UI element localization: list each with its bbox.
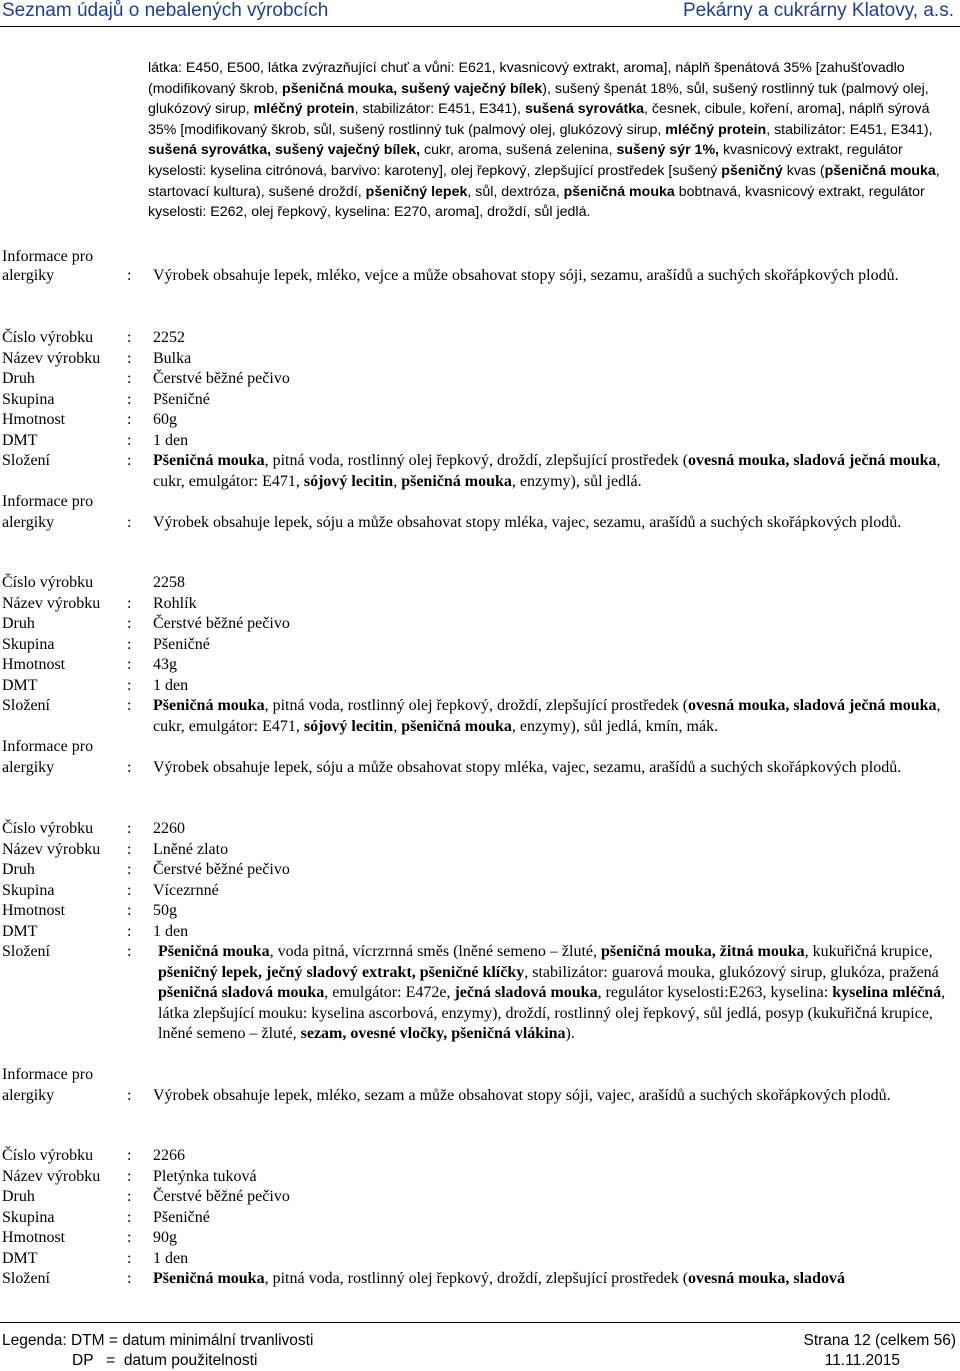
field-label: Skupina (2, 1208, 55, 1226)
product-hmotnost: 50g (153, 902, 177, 919)
field-colon: : (127, 943, 132, 960)
product-skupina: Pšeničné (153, 635, 210, 653)
field-colon: : (127, 1147, 132, 1164)
field-colon: : (127, 1270, 132, 1287)
product-composition: Pšeničná mouka, pitná voda, rostlinný olej řepkový, droždí, zlepšující prostředek (ovesná mouka, sladová ječná mouka, cukr, emulgátor: E471, sójový lecitin, pšeničná mouka, enzymy), sůl jedlá, kmín, mák. (153, 697, 941, 735)
product-nazev: Bulka (153, 349, 192, 367)
page-number: Strana 12 (celkem 56) (803, 1332, 956, 1349)
field-colon: : (127, 615, 132, 632)
product-allergy: Výrobek obsahuje lepek, mléko, sezam a může obsahovat stopy sóji, vajec, arašídů a suchých skořápkových plodů. (153, 1086, 891, 1104)
product-hmotnost: 90g (153, 1229, 177, 1246)
field-label: DMT (2, 1249, 38, 1267)
field-label: Název výrobku (2, 1167, 101, 1185)
field-label: Název výrobku (2, 840, 101, 858)
company-name: Pekárny a cukrárny Klatovy, a.s. (682, 0, 954, 21)
field-label: Hmotnost (2, 656, 66, 673)
field-label: Složení (2, 1270, 50, 1287)
field-colon: : (127, 431, 132, 449)
field-colon: : (127, 820, 132, 837)
product-allergy: Výrobek obsahuje lepek, sóju a může obsahovat stopy mléka, vajec, sezamu, arašídů a suchých skořápkových plodů. (153, 758, 902, 776)
product-composition: Pšeničná mouka, voda pitná, vícrzrnná směs (lněné semeno – žluté, pšeničná mouka, žitná mouka, kukuřičná krupice, pšeničný lepek, ječný sladový extrakt, pšeničné klíčky, stabilizátor: guarová mouka, glukózový sirup, glukóza, pražená pšeničná sladová mouka, emulgátor: E472e, ječná sladová mouka, regulátor kyselosti:E263, kyselina: kyselina mléčná, látka zlepšující mouku: kyselina ascorbová, enzymy), droždí, rostlinný olej řepkový, sůl jedlá, posyp (kukuřičná krupice, lněné semeno – žluté, sezam, ovesné vločky, pšeničná vlákina). (158, 943, 946, 1042)
field-colon: : (127, 656, 132, 673)
product-nazev: Pletýnka tuková (153, 1167, 257, 1185)
field-colon: : (127, 329, 132, 346)
field-colon: : (127, 697, 132, 714)
field-label: Složení (2, 943, 50, 960)
product-druh: Čerstvé běžné pečivo (153, 370, 290, 387)
field-colon: : (127, 452, 132, 469)
continued-composition: látka: E450, E500, látka zvýrazňující chuť a vůni: E621, kvasnicový extrakt, aroma], náplň špenátová 35% [zahušťovadlo (modifikovaný škrob, pšeničná mouka, sušený vaječný bílek), sušený špenát 18%, sůl, sušený rostlinný tuk (palmový olej, glukózový sirup, mléčný protein, stabilizátor: E451, E341), sušená syrovátka, česnek, cibule, koření, aroma], náplň sýrová 35% [modifikovaný škrob, sůl, sušený rostlinný tuk (palmový olej, glukózový sirup, mléčný protein, stabilizátor: E451, E341), sušená syrovátka, sušený vaječný bílek, cukr, aroma, sušená zelenina, sušený sýr 1%, kvasnicový extrakt, regulátor kyselosti: kyselina citrónová, barvivo: karoteny], olej řepkový, zlepšující prostředek [sušený pšeničný kvas (pšeničná mouka, startovací kultura), sušené droždí, pšeničný lepek, sůl, dextróza, pšeničná mouka bobtnavá, kvasnicový extrakt, regulátor kyselosti: E262, olej řepkový, kyselina: E270, aroma], droždí, sůl jedlá. (148, 60, 940, 221)
document-date: 11.11.2015 (824, 1352, 900, 1369)
page-footer (0, 1322, 960, 1371)
field-label: Název výrobku (2, 349, 101, 367)
legend-dp: DP = datum použitelnosti (72, 1352, 258, 1369)
product-dmt: 1 den (153, 1249, 189, 1267)
field-colon: : (127, 635, 132, 653)
field-colon: : (127, 1167, 132, 1185)
field-colon: : (127, 1208, 132, 1226)
product-druh: Čerstvé běžné pečivo (153, 615, 290, 632)
field-colon: : (127, 1188, 132, 1205)
field-colon: : (127, 349, 132, 367)
field-colon: : (127, 840, 132, 858)
field-label: Druh (2, 861, 35, 878)
continued-allergy-text: Výrobek obsahuje lepek, mléko, vejce a může obsahovat stopy sóji, sezamu, arašídů a suchých skořápkových plodů. (153, 267, 899, 284)
product-dmt: 1 den (153, 922, 189, 940)
field-label: Skupina (2, 881, 55, 899)
product-druh: Čerstvé běžné pečivo (153, 1188, 290, 1205)
product-cislo: 2260 (153, 820, 185, 837)
legend-dmt: Legenda: DTM = datum minimální trvanlivosti (2, 1332, 314, 1349)
field-label: Číslo výrobku (2, 820, 94, 837)
field-label: DMT (2, 922, 38, 940)
field-label: Číslo výrobku (2, 329, 94, 346)
field-label: Hmotnost (2, 1229, 66, 1246)
field-colon: : (127, 861, 132, 878)
field-label: DMT (2, 431, 38, 449)
field-label: Hmotnost (2, 411, 66, 428)
product-cislo: 2258 (153, 574, 185, 591)
field-colon: : (127, 1249, 132, 1267)
product-cislo: 2252 (153, 329, 185, 346)
field-label: Druh (2, 615, 35, 632)
document-title: Seznam údajů o nebalených výrobcích (2, 0, 329, 21)
field-label: Název výrobku (2, 594, 101, 612)
field-colon: : (127, 676, 132, 694)
field-label: DMT (2, 676, 38, 694)
product-skupina: Pšeničné (153, 390, 210, 408)
field-colon: : (127, 922, 132, 940)
field-label: Skupina (2, 390, 55, 408)
product-composition: Pšeničná mouka, pitná voda, rostlinný olej řepkový, droždí, zlepšující prostředek (ovesná mouka, sladová (153, 1270, 845, 1287)
page-header (0, 0, 960, 27)
field-label: Hmotnost (2, 902, 66, 919)
product-hmotnost: 60g (153, 411, 177, 428)
product-dmt: 1 den (153, 676, 189, 694)
product-nazev: Lněné zlato (153, 840, 229, 858)
field-colon: : (127, 902, 132, 919)
product-hmotnost: 43g (153, 656, 177, 673)
product-cislo: 2266 (153, 1147, 185, 1164)
product-composition: Pšeničná mouka, pitná voda, rostlinný olej řepkový, droždí, zlepšující prostředek (ovesná mouka, sladová ječná mouka, cukr, emulgátor: E471, sójový lecitin, pšeničná mouka, enzymy), sůl jedlá. (153, 452, 941, 490)
product-allergy: Výrobek obsahuje lepek, sóju a může obsahovat stopy mléka, vajec, sezamu, arašídů a suchých skořápkových plodů. (153, 513, 902, 531)
product-skupina: Pšeničné (153, 1208, 210, 1226)
field-label: Druh (2, 1188, 35, 1205)
field-colon: : (127, 370, 132, 387)
field-colon: : (127, 390, 132, 408)
field-label: Složení (2, 452, 50, 469)
product-nazev: Rohlík (153, 594, 197, 612)
field-label: Číslo výrobku (2, 1147, 94, 1164)
field-label: Číslo výrobku (2, 574, 94, 591)
product-skupina: Vícezrnné (153, 881, 219, 899)
product-dmt: 1 den (153, 431, 189, 449)
field-colon: : (127, 881, 132, 899)
field-colon: : (127, 411, 132, 428)
field-colon: : (127, 594, 132, 612)
field-colon: : (127, 1229, 132, 1246)
field-label: Skupina (2, 635, 55, 653)
field-label: Druh (2, 370, 35, 387)
product-druh: Čerstvé běžné pečivo (153, 861, 290, 878)
field-label: Složení (2, 697, 50, 714)
